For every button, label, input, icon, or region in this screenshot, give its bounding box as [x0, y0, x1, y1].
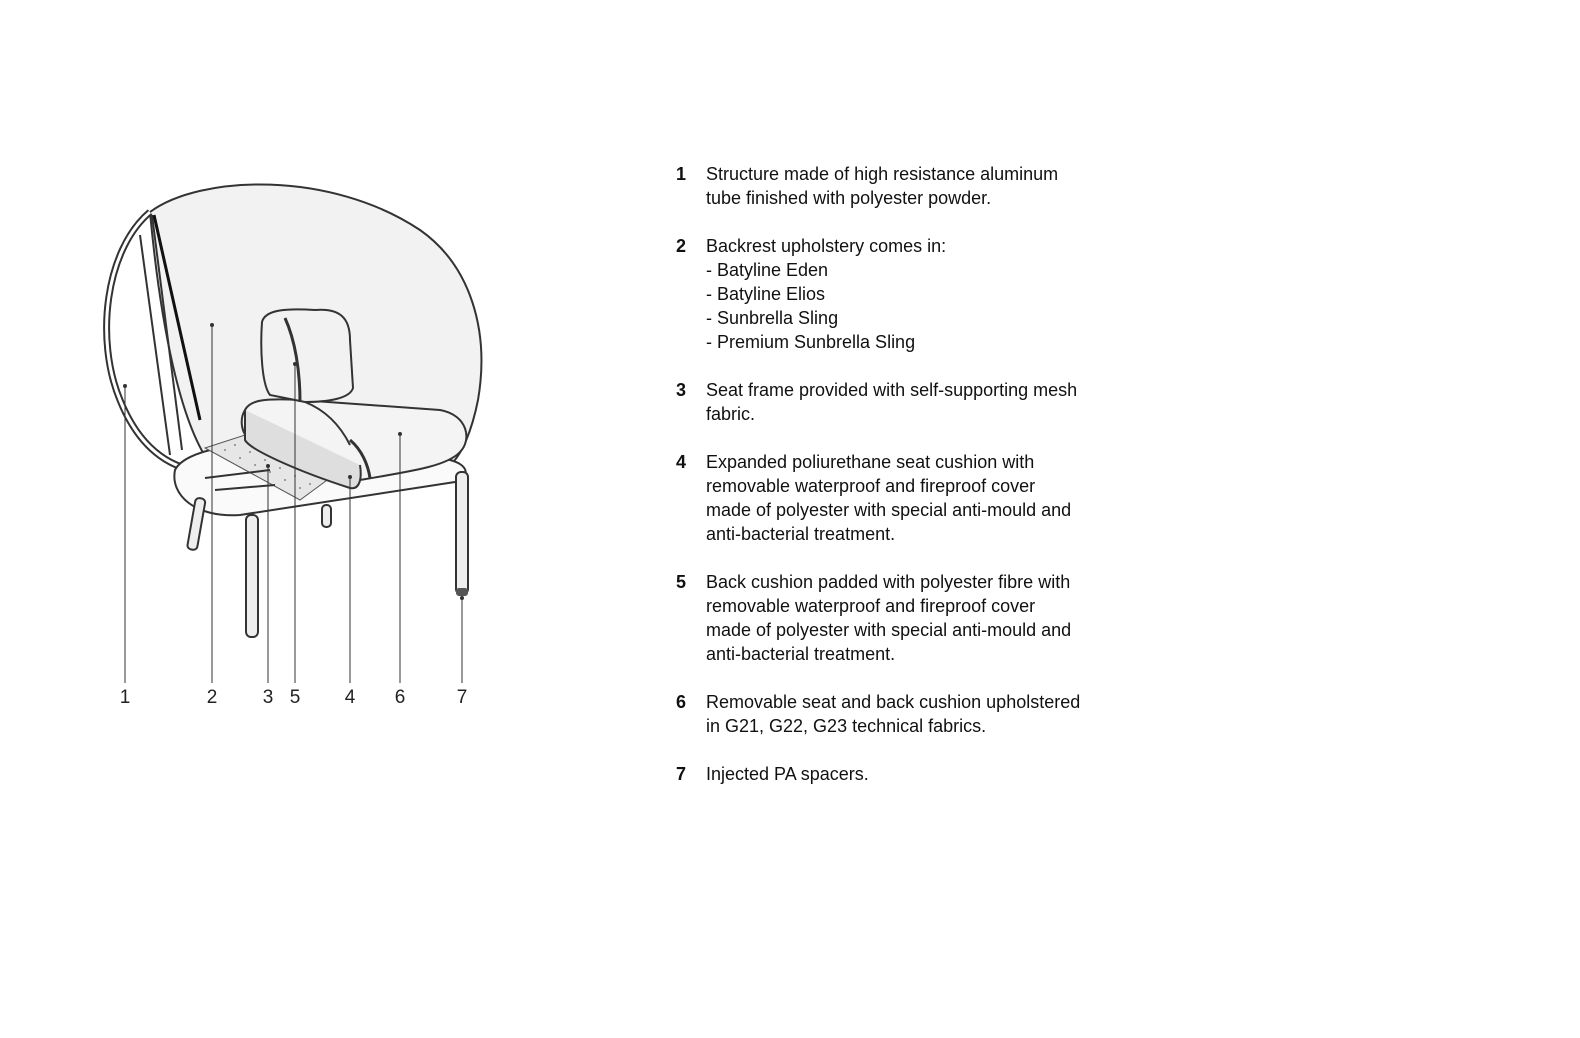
callout-4: 4: [344, 687, 356, 708]
part-description: [706, 450, 1146, 546]
part-line: anti-bacterial treatment.: [706, 524, 896, 544]
part-description: [706, 570, 1146, 666]
part-line: Expanded poliurethane seat cushion with: [706, 452, 1035, 472]
chair-illustration: [0, 0, 620, 760]
part-number: 2: [676, 236, 687, 256]
part-line: - Premium Sunbrella Sling: [706, 332, 916, 352]
part-line: removable waterproof and fireproof cover: [706, 476, 1036, 496]
callout-7: 7: [456, 687, 468, 708]
part-line: Backrest upholstery comes in:: [706, 236, 947, 256]
chair-diagram: [0, 0, 620, 760]
part-line: Back cushion padded with polyester fibre with: [706, 572, 1071, 592]
leg-back-right: [322, 505, 331, 527]
callout-2: 2: [206, 687, 218, 708]
part-description: [706, 234, 1146, 354]
part-line: anti-bacterial treatment.: [706, 644, 896, 664]
part-line: in G21, G22, G23 technical fabrics.: [706, 716, 987, 736]
callout-1: 1: [119, 687, 131, 708]
part-number: 6: [676, 692, 687, 712]
part-item-5: [676, 570, 1146, 666]
part-line: Injected PA spacers.: [706, 764, 869, 784]
part-number: 5: [676, 572, 687, 592]
callout-3: 3: [262, 687, 274, 708]
part-line: fabric.: [706, 404, 756, 424]
part-line: made of polyester with special anti-mould and: [706, 620, 1072, 640]
part-number: 1: [676, 164, 687, 184]
callout-5: 5: [289, 687, 301, 708]
back-cushion: [261, 309, 353, 402]
part-description: [706, 762, 1146, 786]
spacer-7: [456, 588, 468, 596]
part-line: removable waterproof and fireproof cover: [706, 596, 1036, 616]
part-description: [706, 162, 1146, 210]
leg-front-left: [246, 515, 258, 637]
part-number: 4: [676, 452, 687, 472]
part-item-4: [676, 450, 1146, 546]
part-line: Seat frame provided with self-supporting mesh: [706, 380, 1078, 400]
part-description: [706, 378, 1146, 426]
part-number: 7: [676, 764, 687, 784]
leg-front-right: [456, 472, 468, 594]
leg-back-left: [187, 497, 206, 550]
part-item-1: [676, 162, 1146, 210]
parts-legend: [676, 162, 1146, 810]
part-line: Removable seat and back cushion upholstered: [706, 692, 1081, 712]
part-number: 3: [676, 380, 687, 400]
part-line: Structure made of high resistance aluminum: [706, 164, 1059, 184]
callout-6: 6: [394, 687, 406, 708]
part-description: [706, 690, 1146, 738]
part-line: made of polyester with special anti-mould and: [706, 500, 1072, 520]
part-line: tube finished with polyester powder.: [706, 188, 992, 208]
part-item-6: [676, 690, 1146, 738]
part-item-7: [676, 762, 1146, 786]
part-line: - Sunbrella Sling: [706, 308, 839, 328]
part-item-2: [676, 234, 1146, 354]
part-line: - Batyline Eden: [706, 260, 829, 280]
part-item-3: [676, 378, 1146, 426]
part-line: - Batyline Elios: [706, 284, 826, 304]
